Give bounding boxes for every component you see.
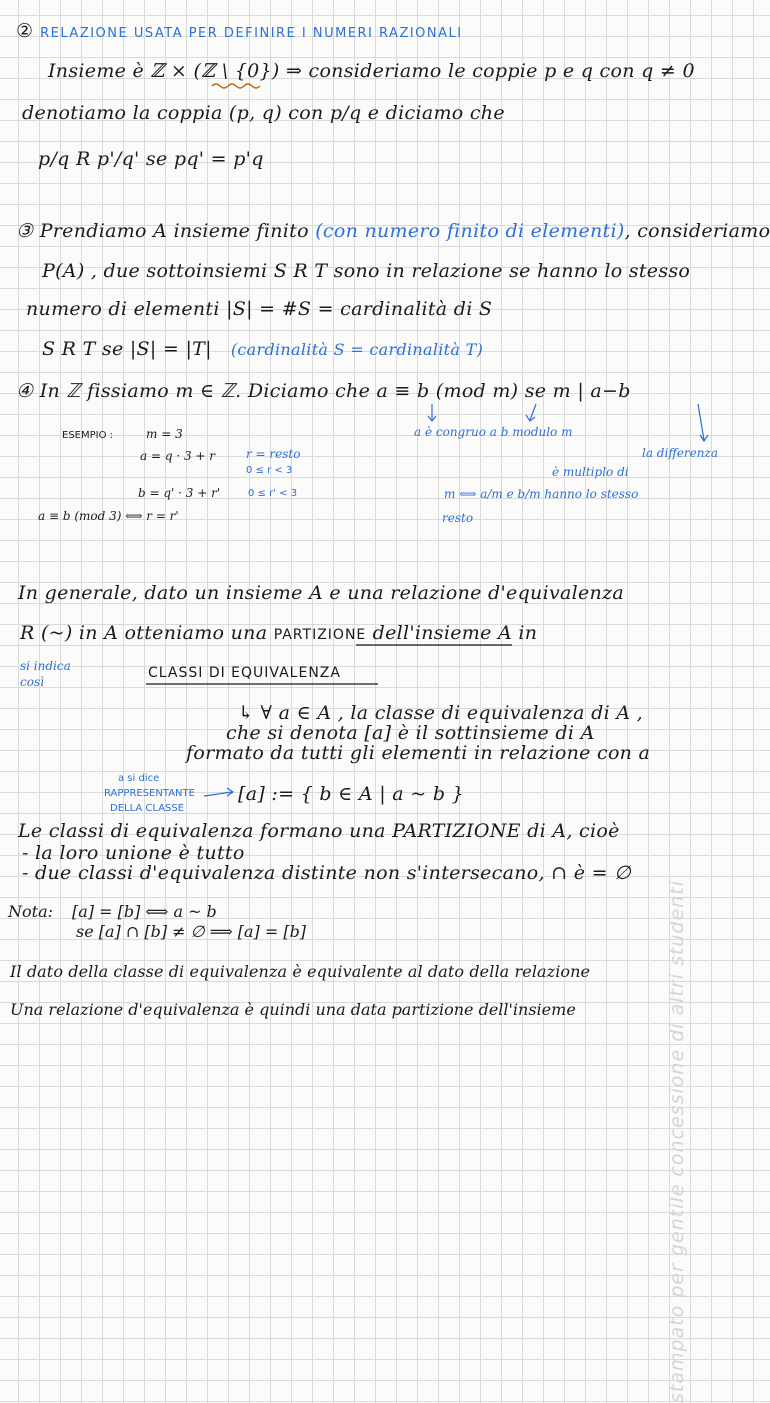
arrow-congruo [428, 404, 436, 421]
general-line-5: che si denota [a] è il sottinsieme di A [226, 722, 595, 744]
section-2-title: RELAZIONE USATA PER DEFINIRE I NUMERI RAZIONALI [40, 26, 463, 41]
example-equivalence: a ≡ b (mod 3) ⟺ r = r' [38, 509, 179, 523]
rep-note-1: a si dice [118, 773, 160, 784]
closing-line-1: Il dato della classe di equivalenza è equivalente al dato della relazione [10, 962, 591, 981]
example-r-range: 0 ≤ r < 3 [246, 465, 293, 476]
differenza-note: la differenza [642, 446, 718, 460]
section-3-line-1c: , consideriamo [624, 220, 770, 242]
arrow-modulo [526, 404, 536, 421]
section-3-line-3: numero di elementi |S| = #S = cardinalità di S [26, 298, 493, 320]
wavy-underline [212, 84, 260, 88]
example-a-eq: a = q · 3 + r [140, 449, 216, 463]
resto-note: resto [442, 511, 474, 525]
classi-heading: CLASSI DI EQUIVALENZA [148, 665, 341, 681]
arrow-rappresentante [204, 788, 233, 796]
section-3-line-4b: (cardinalità S = cardinalità T) [230, 340, 484, 359]
section-3-line-4a: S R T se |S| = |T| [42, 338, 212, 360]
example-m: m = 3 [146, 427, 183, 441]
general-line-2c: dell'insieme A in [372, 622, 538, 644]
congruo-note: a è congruo a b modulo m [414, 425, 573, 439]
general-line-1: In generale, dato un insieme A e una relazione d'equivalenza [18, 582, 625, 604]
section-2-line-1: Insieme è ℤ × (ℤ \ {0}) ⇒ consideriamo le coppie p e q con q ≠ 0 [48, 60, 695, 82]
section-3-line-1a: Prendiamo A insieme finito [39, 220, 309, 242]
watermark: stampato per gentile concessione di altri studenti [666, 880, 688, 1403]
partizione-label: PARTIZIONE [273, 627, 367, 643]
class-definition: [a] := { b ∈ A | a ~ b } [238, 783, 465, 805]
section-2-line-3: p/q R p'/q' se pq' = p'q [38, 148, 264, 170]
general-line-8: Le classi di equivalenza formano una PARTIZIONE di A, cioè [18, 820, 620, 842]
section-4-number: ④ [16, 380, 34, 402]
side-note-1: si indica [20, 659, 71, 673]
section-3-line-1b: (con numero finito di elementi) [315, 220, 625, 242]
rep-note-2: RAPPRESENTANTE [104, 788, 195, 799]
section-2-number: ② [16, 20, 35, 42]
general-line-6: formato da tutti gli elementi in relazione con a [186, 742, 651, 764]
section-4-line-1-text: In ℤ fissiamo m ∈ ℤ. Diciamo che a ≡ b (mod m) se m | a−b [39, 380, 631, 402]
general-line-10: - due classi d'equivalenza distinte non s'intersecano, ∩ è = ∅ [22, 862, 632, 884]
section-3-number: ③ [16, 220, 34, 242]
section-3-line-2: P(A) , due sottoinsiemi S R T sono in relazione se hanno lo stesso [42, 260, 691, 282]
nota-line-1: [a] = [b] ⟺ a ~ b [72, 902, 217, 921]
general-line-9: - la loro unione è tutto [22, 842, 245, 864]
general-line-2a: R (~) in A otteniamo una [20, 622, 268, 644]
side-note-2: così [20, 675, 44, 689]
rep-note-3: DELLA CLASSE [110, 803, 185, 814]
general-line-4: ↳ ∀ a ∈ A , la classe di equivalenza di A , [238, 702, 644, 724]
multiplo-note: è multiplo di [552, 465, 629, 479]
m-equiv-note: m ⟺ a/m e b/m hanno lo stesso [444, 487, 639, 501]
section-2-line-2: denotiamo la coppia (p, q) con p/q e diciamo che [22, 102, 505, 124]
closing-line-2: Una relazione d'equivalenza è quindi una data partizione dell'insieme [10, 1000, 576, 1019]
example-b-eq: b = q' · 3 + r' [138, 486, 221, 500]
nota-line-2: se [a] ∩ [b] ≠ ∅ ⟹ [a] = [b] [76, 922, 307, 941]
example-r-note: r = resto [246, 447, 301, 461]
arrow-differenza [698, 404, 708, 441]
example-r2-range: 0 ≤ r' < 3 [248, 488, 298, 499]
nota-label: Nota: [8, 902, 53, 921]
example-label: ESEMPIO : [62, 430, 114, 441]
